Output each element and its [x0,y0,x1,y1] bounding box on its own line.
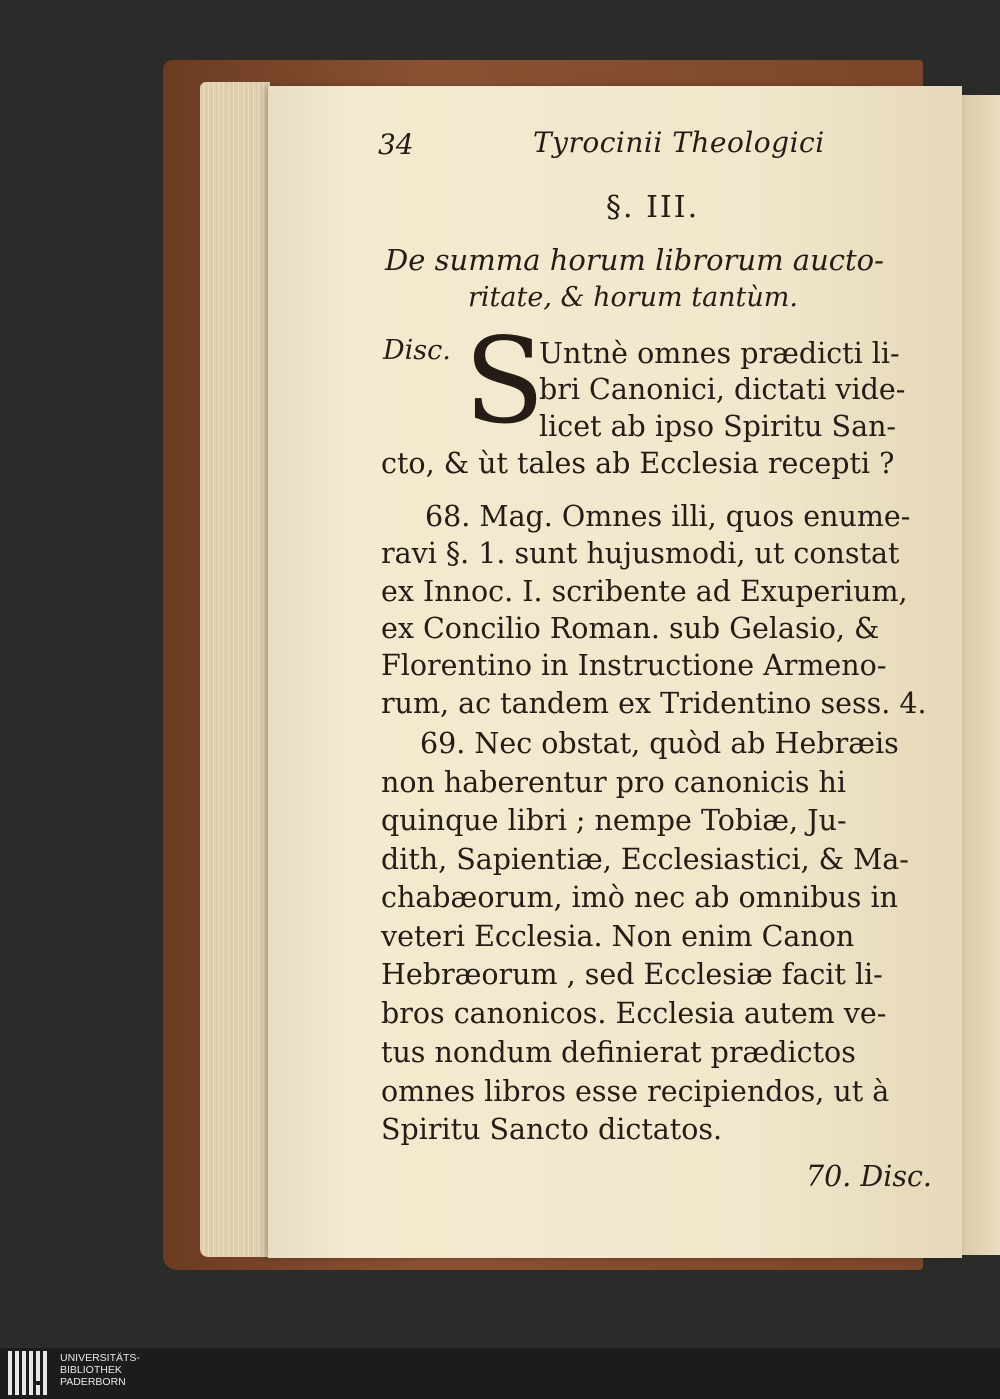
section-title: §. III. [606,190,700,225]
body-line: non haberentur pro canonicis hi [381,766,846,799]
body-line: rum, ac tandem ex Tridentino sess. 4. [381,687,927,720]
body-line: 69. Nec obstat, quòd ab Hebræis [420,727,899,760]
drop-cap: S [464,312,545,450]
body-line: licet ab ipso Spiritu San- [539,410,897,443]
body-line: dith, Sapientiæ, Ecclesiastici, & Ma- [381,843,909,876]
body-line: Untnè omnes prædicti li- [539,337,900,370]
logo-line-3: PADERBORN [60,1376,126,1388]
body-line: Florentino in Instructione Armeno- [381,649,887,682]
library-logo-text [60,1352,140,1388]
catchword: 70. Disc. [806,1160,932,1193]
body-line: ravi §. 1. sunt hujusmodi, ut constat [381,537,900,570]
library-footer [0,1348,1000,1399]
body-line: omnes libros esse recipiendos, ut à [381,1075,890,1108]
body-line: cto, & ùt tales ab Ecclesia recepti ? [381,447,895,480]
body-line: quinque libri ; nempe Tobiæ, Ju- [381,804,847,837]
body-line: 68. Mag. Omnes illi, quos enume- [425,500,911,533]
body-line: chabæorum, imò nec ab omnibus in [381,881,898,914]
body-line: Hebræorum , sed Ecclesiæ facit li- [381,958,883,991]
speaker-label: Disc. [383,335,451,366]
body-line: veteri Ecclesia. Non enim Canon [381,920,855,953]
section-heading-line-2: ritate, & horum tantùm. [468,282,798,313]
body-line: bros canonicos. Ecclesia autem ve- [381,997,887,1030]
section-heading-line-1: De summa horum librorum aucto- [385,243,884,277]
logo-line-2: BIBLIOTHEK [60,1364,122,1376]
page-number: 34 [378,128,414,161]
body-line: tus nondum definierat prædictos [381,1036,856,1069]
body-line: bri Canonici, dictati vide- [539,373,906,406]
body-line: ex Concilio Roman. sub Gelasio, & [381,612,880,645]
running-head: Tyrocinii Theologici [533,126,825,159]
page-edges [200,82,270,1257]
body-line: Spiritu Sancto dictatos. [381,1113,723,1146]
library-logo-icon [8,1351,52,1395]
logo-line-1: UNIVERSITÄTS- [60,1352,140,1364]
body-line: ex Innoc. I. scribente ad Exuperium, [381,575,908,608]
